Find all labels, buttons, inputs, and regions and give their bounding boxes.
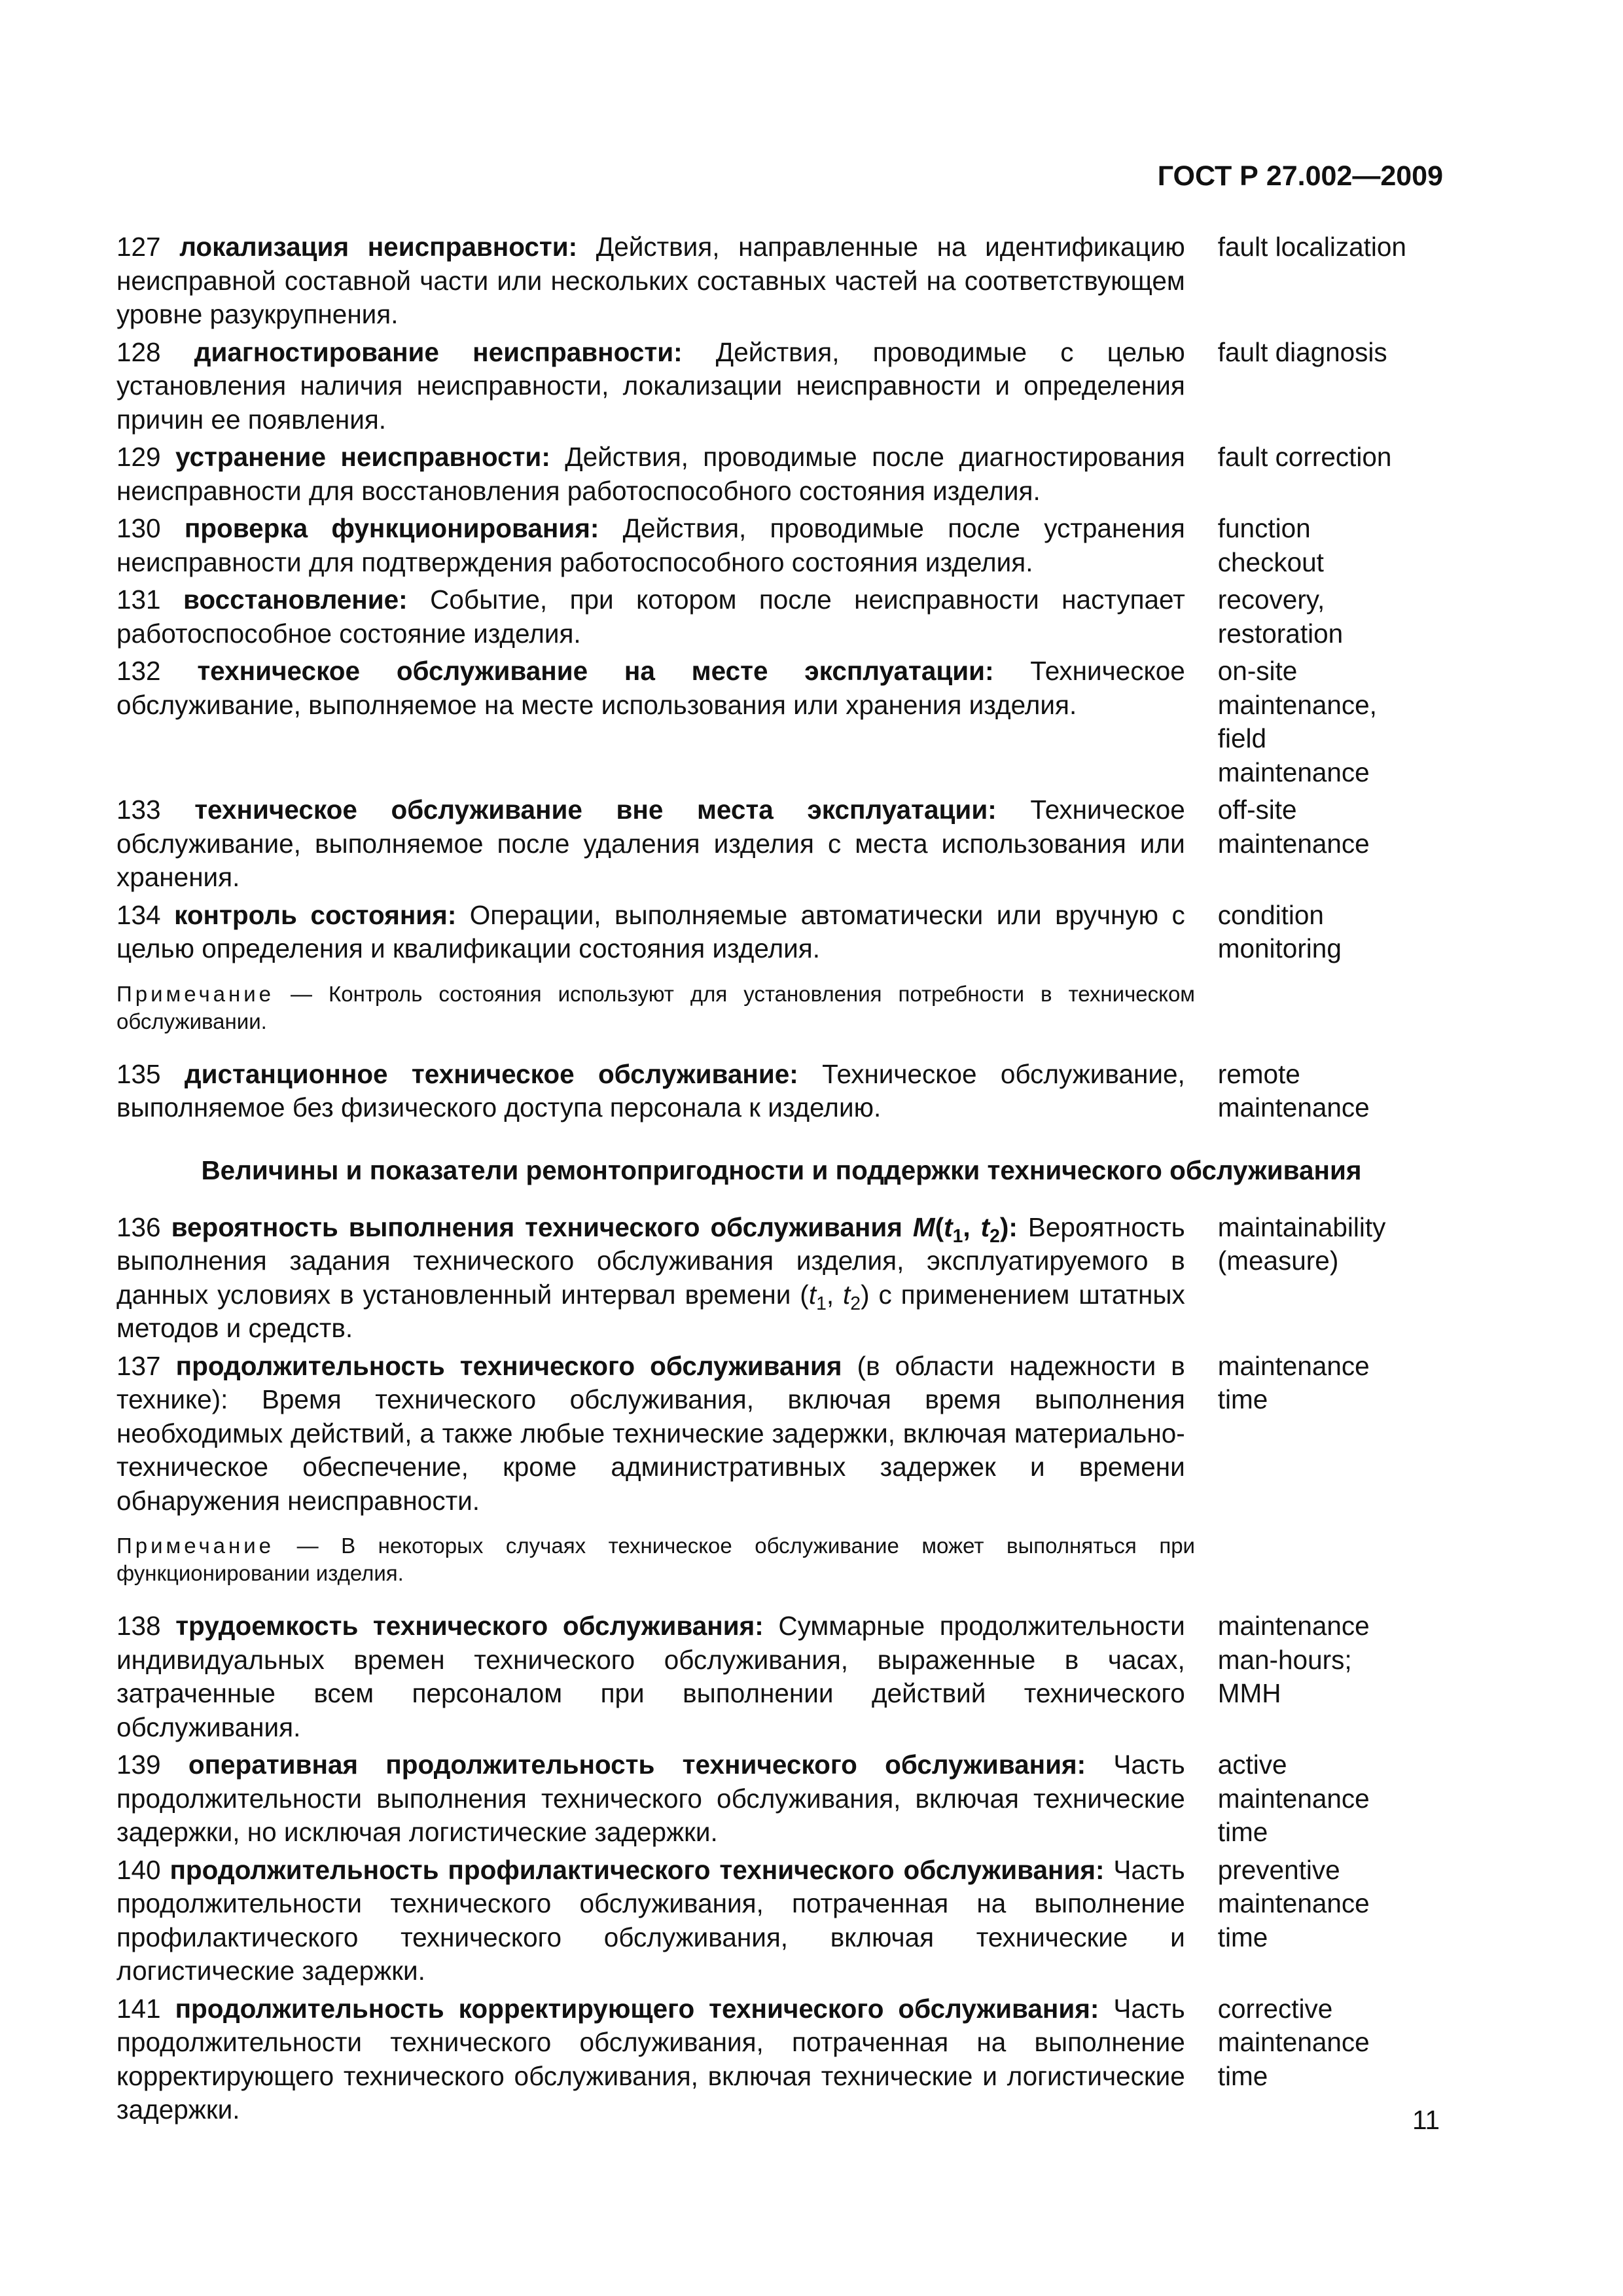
symbol-t2: t — [980, 1211, 990, 1242]
term-definition — [116, 899, 1185, 966]
document-body — [116, 230, 1412, 2131]
note-condition-monitoring — [116, 980, 1195, 1035]
term-text: Техническое обслуживание, выполняемое после удаления изделия с места использования или хранения. — [116, 795, 1185, 892]
term-definition — [116, 336, 1185, 437]
term-text: Техническое обслуживание, выполняемое без физического доступа персонала к изделию. — [116, 1058, 1185, 1122]
term-definition — [116, 583, 1185, 651]
term-text: Действия, проводимые после устранения неисправности для подтверждения работоспособного состояния изделия. — [116, 513, 1185, 577]
term-text: Суммарные продолжительности индивидуальных времен технического обслуживания, выраженные в часах, затраченные всем персоналом при выполнении действий технического обслуживания. — [116, 1611, 1185, 1742]
term-entry-138 — [116, 1609, 1412, 1744]
page-number: 11 — [1412, 2105, 1440, 2135]
term-english: maintenance time — [1217, 1350, 1370, 1414]
term-name: проверка функционирования: — [184, 513, 599, 543]
term-text: Часть продолжительности выполнения технического обслуживания, включая технические задержки, но исключая логистические задержки. — [116, 1749, 1185, 1847]
subscript-2-def: 2 — [850, 1293, 861, 1314]
term-entry-136 — [116, 1211, 1412, 1346]
term-name: техническое обслуживание вне места эксплуатации: — [194, 795, 997, 825]
term-entry-133 — [116, 793, 1412, 895]
symbol-m: M — [912, 1211, 935, 1242]
symbol-t1-def: t — [808, 1279, 817, 1310]
term-entry-141 — [116, 1992, 1412, 2127]
term-entry-131 — [116, 583, 1412, 651]
term-name: диагностирование неисправности: — [194, 336, 683, 367]
term-english: preventive maintenance time — [1217, 1854, 1370, 1952]
term-entry-134 — [116, 899, 1412, 966]
note-prefix: Примечание — [116, 981, 275, 1006]
term-name: трудоемкость технического обслуживания: — [175, 1611, 764, 1641]
subscript-1: 1 — [952, 1225, 963, 1247]
term-text: (в области надежности в технике): Время технического обслуживания, включая время выполнения необходимых действий, а также любые технические задержки, включая материально-техническое обеспечение, кроме административных задержек и времени обнаружения неисправности. — [116, 1350, 1185, 1516]
term-name: дистанционное техническое обслуживание: — [184, 1058, 798, 1089]
term-number: 132 — [116, 656, 161, 686]
term-entry-140 — [116, 1854, 1412, 1988]
document-header: ГОСТ Р 27.002—2009 — [1157, 160, 1443, 192]
term-name: оперативная продолжительность технического обслуживания: — [188, 1749, 1086, 1780]
term-number: 134 — [116, 899, 161, 930]
term-name: продолжительность технического обслуживания — [175, 1350, 842, 1381]
note-maintenance-during-operation — [116, 1532, 1195, 1587]
term-name: продолжительность корректирующего технического обслуживания: — [175, 1993, 1099, 2024]
term-definition — [116, 1609, 1185, 1744]
term-english: remote maintenance — [1217, 1058, 1370, 1122]
term-number: 139 — [116, 1749, 161, 1780]
term-number: 131 — [116, 584, 161, 615]
term-text: Действия, проводимые с целью установления наличия неисправности, локализации неисправности и определения причин ее появления. — [116, 336, 1185, 435]
term-english: recovery, restoration — [1217, 584, 1344, 649]
term-definition: 136 вероятность выполнения технического обслуживания $M(t_1$, $t_2$): Вероятность выполнения задания технического обслуживания изделия, эксплуатируемого в данных условиях в установленный интервал времени ($t_1$, $t_2$) с применением штатных методов и средств. — [116, 1211, 1185, 1343]
term-entry-130 — [116, 512, 1412, 579]
term-text-a: Вероятность выполнения задания технического обслуживания изделия, эксплуатируемого в данных условиях в установленный интервал времени ( — [116, 1211, 1185, 1310]
term-name: техническое обслуживание на месте эксплуатации: — [197, 656, 994, 686]
term-definition — [116, 1350, 1185, 1518]
term-entry-135 — [116, 1058, 1412, 1125]
term-definition — [116, 1748, 1185, 1850]
term-text-b: ) с применением штатных методов и средств. — [116, 1279, 1185, 1343]
term-text: Операции, выполняемые автоматически или вручную с целью определения и квалификации состояния изделия. — [116, 899, 1185, 963]
term-name: контроль состояния: — [174, 899, 457, 930]
term-entry-129 — [116, 440, 1412, 508]
term-english: corrective maintenance time — [1217, 1993, 1370, 2091]
note-text: — В некоторых случаях техническое обслуживание может выполняться при функционировании изделия. — [116, 1534, 1195, 1585]
term-text: Техническое обслуживание, выполняемое на месте использования или хранения изделия. — [116, 656, 1185, 720]
term-text: Часть продолжительности технического обслуживания, потраченная на выполнение профилактического технического обслуживания, включая технические и логистические задержки. — [116, 1854, 1185, 1986]
term-entry-137 — [116, 1350, 1412, 1518]
term-number: 129 — [116, 442, 161, 472]
term-definition — [116, 1854, 1185, 1988]
subscript-2: 2 — [990, 1225, 1000, 1247]
term-definition — [116, 512, 1185, 579]
term-number: 140 — [116, 1854, 161, 1885]
term-definition — [116, 440, 1185, 508]
section-title: Величины и показатели ремонтопригодности и поддержки технического обслуживания — [201, 1155, 1362, 1185]
term-name: вероятность выполнения технического обслуживания $M(t_1$, $t_2$): — [171, 1211, 1018, 1247]
term-english: maintainability (measure) — [1217, 1211, 1386, 1276]
symbol-t2-def: t — [843, 1279, 851, 1310]
note-text: — Контроль состояния используют для установления потребности в техническом обслуживании. — [116, 981, 1195, 1033]
term-text: Часть продолжительности технического обслуживания, потраченная на выполнение корректирующего технического обслуживания, включая технические и логистические задержки. — [116, 1993, 1185, 2125]
term-number: 127 — [116, 232, 161, 262]
term-english: active maintenance time — [1217, 1749, 1370, 1847]
term-name: устранение неисправности: — [175, 442, 550, 472]
symbol-t1: t — [944, 1211, 953, 1242]
term-entry-127 — [116, 230, 1412, 332]
term-text: Действия, направленные на идентификацию неисправной составной части или нескольких составных частей на соответствующем уровне разукрупнения. — [116, 232, 1185, 329]
term-number: 141 — [116, 1993, 161, 2024]
term-english: on-site maintenance, field maintenance — [1217, 656, 1377, 787]
term-text: Событие, при котором после неисправности наступает работоспособное состояние изделия. — [116, 584, 1185, 649]
term-definition — [116, 793, 1185, 895]
term-english: fault localization — [1217, 232, 1406, 262]
term-number: 130 — [116, 513, 161, 543]
term-number: 133 — [116, 795, 161, 825]
term-name: восстановление: — [183, 584, 408, 615]
subscript-1-def: 1 — [816, 1293, 827, 1314]
term-number: 138 — [116, 1611, 161, 1641]
term-english: condition monitoring — [1217, 899, 1342, 963]
term-definition — [116, 230, 1185, 332]
note-prefix: Примечание — [116, 1534, 275, 1558]
term-number: 128 — [116, 336, 161, 367]
term-number: 136 — [116, 1211, 161, 1242]
term-english: function checkout — [1217, 513, 1324, 577]
term-name: продолжительность профилактического технического обслуживания: — [169, 1854, 1105, 1885]
term-name-text: вероятность выполнения технического обслуживания — [171, 1211, 913, 1242]
term-entry-132 — [116, 655, 1412, 789]
term-number: 137 — [116, 1350, 161, 1381]
term-text: Действия, проводимые после диагностирования неисправности для восстановления работоспособного состояния изделия. — [116, 442, 1185, 506]
term-english: off-site maintenance — [1217, 795, 1370, 859]
term-name: локализация неисправности: — [179, 232, 578, 262]
term-entry-128 — [116, 336, 1412, 437]
term-entry-139 — [116, 1748, 1412, 1850]
term-definition — [116, 1992, 1185, 2127]
term-english: maintenance man-hours; MMH — [1217, 1611, 1370, 1708]
term-english: fault correction — [1217, 442, 1392, 472]
term-number: 135 — [116, 1058, 161, 1089]
term-definition — [116, 1058, 1185, 1125]
term-english: fault diagnosis — [1217, 336, 1387, 367]
term-definition — [116, 655, 1185, 722]
